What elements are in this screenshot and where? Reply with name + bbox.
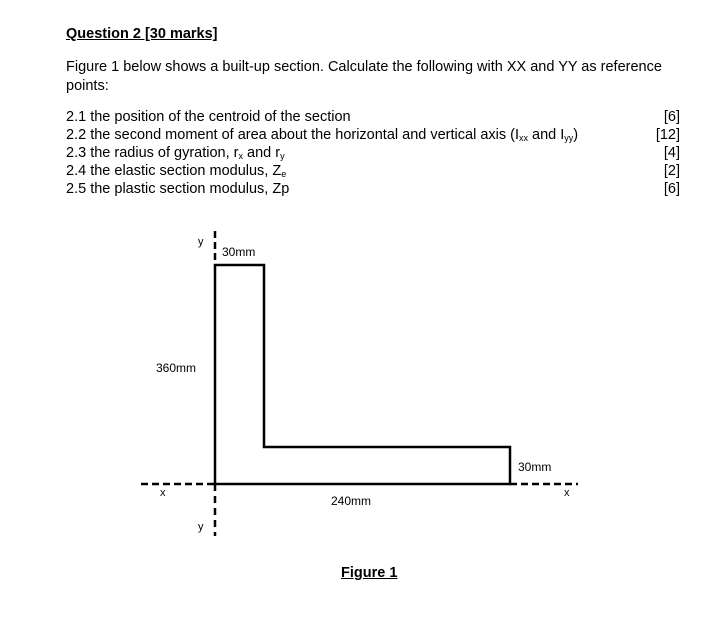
axis-label-y-top: y xyxy=(198,236,204,248)
dimension-height: 360mm xyxy=(156,361,197,375)
sub-question-text: 2.1 the position of the centroid of the section xyxy=(66,109,351,125)
section-outline xyxy=(215,265,510,484)
marks: [6] xyxy=(663,109,680,125)
marks: [6] xyxy=(663,181,680,197)
marks: [4] xyxy=(663,145,680,161)
dimension-top-width: 30mm xyxy=(222,245,256,259)
sub-question-text: 2.4 the elastic section modulus, $Z_e$ xyxy=(66,163,287,179)
sub-question-text: 2.3 the radius of gyration, $r_x$ and $r_y$ xyxy=(66,145,285,161)
question-intro: Figure 1 below shows a built-up section. Calculate the following with XX and YY as reference points: xyxy=(66,59,662,94)
axis-label-x-right: x xyxy=(564,487,570,499)
sub-question-text: 2.5 the plastic section modulus, Zp xyxy=(66,181,290,197)
marks: [2] xyxy=(663,163,680,179)
figure-caption: Figure 1 xyxy=(341,565,398,581)
sub-question-text: 2.2 the second moment of area about the horizontal and vertical axis ($I_{xx}$ and $I_{yy}$) xyxy=(66,127,579,143)
dimension-base-width: 240mm xyxy=(331,494,372,508)
dimension-flange-thickness: 30mm xyxy=(518,460,552,474)
question-heading: Question 2 [30 marks] xyxy=(66,26,218,42)
axis-label-x-left: x xyxy=(160,487,166,499)
axis-label-y-bottom: y xyxy=(198,521,204,533)
marks: [12] xyxy=(655,127,680,143)
